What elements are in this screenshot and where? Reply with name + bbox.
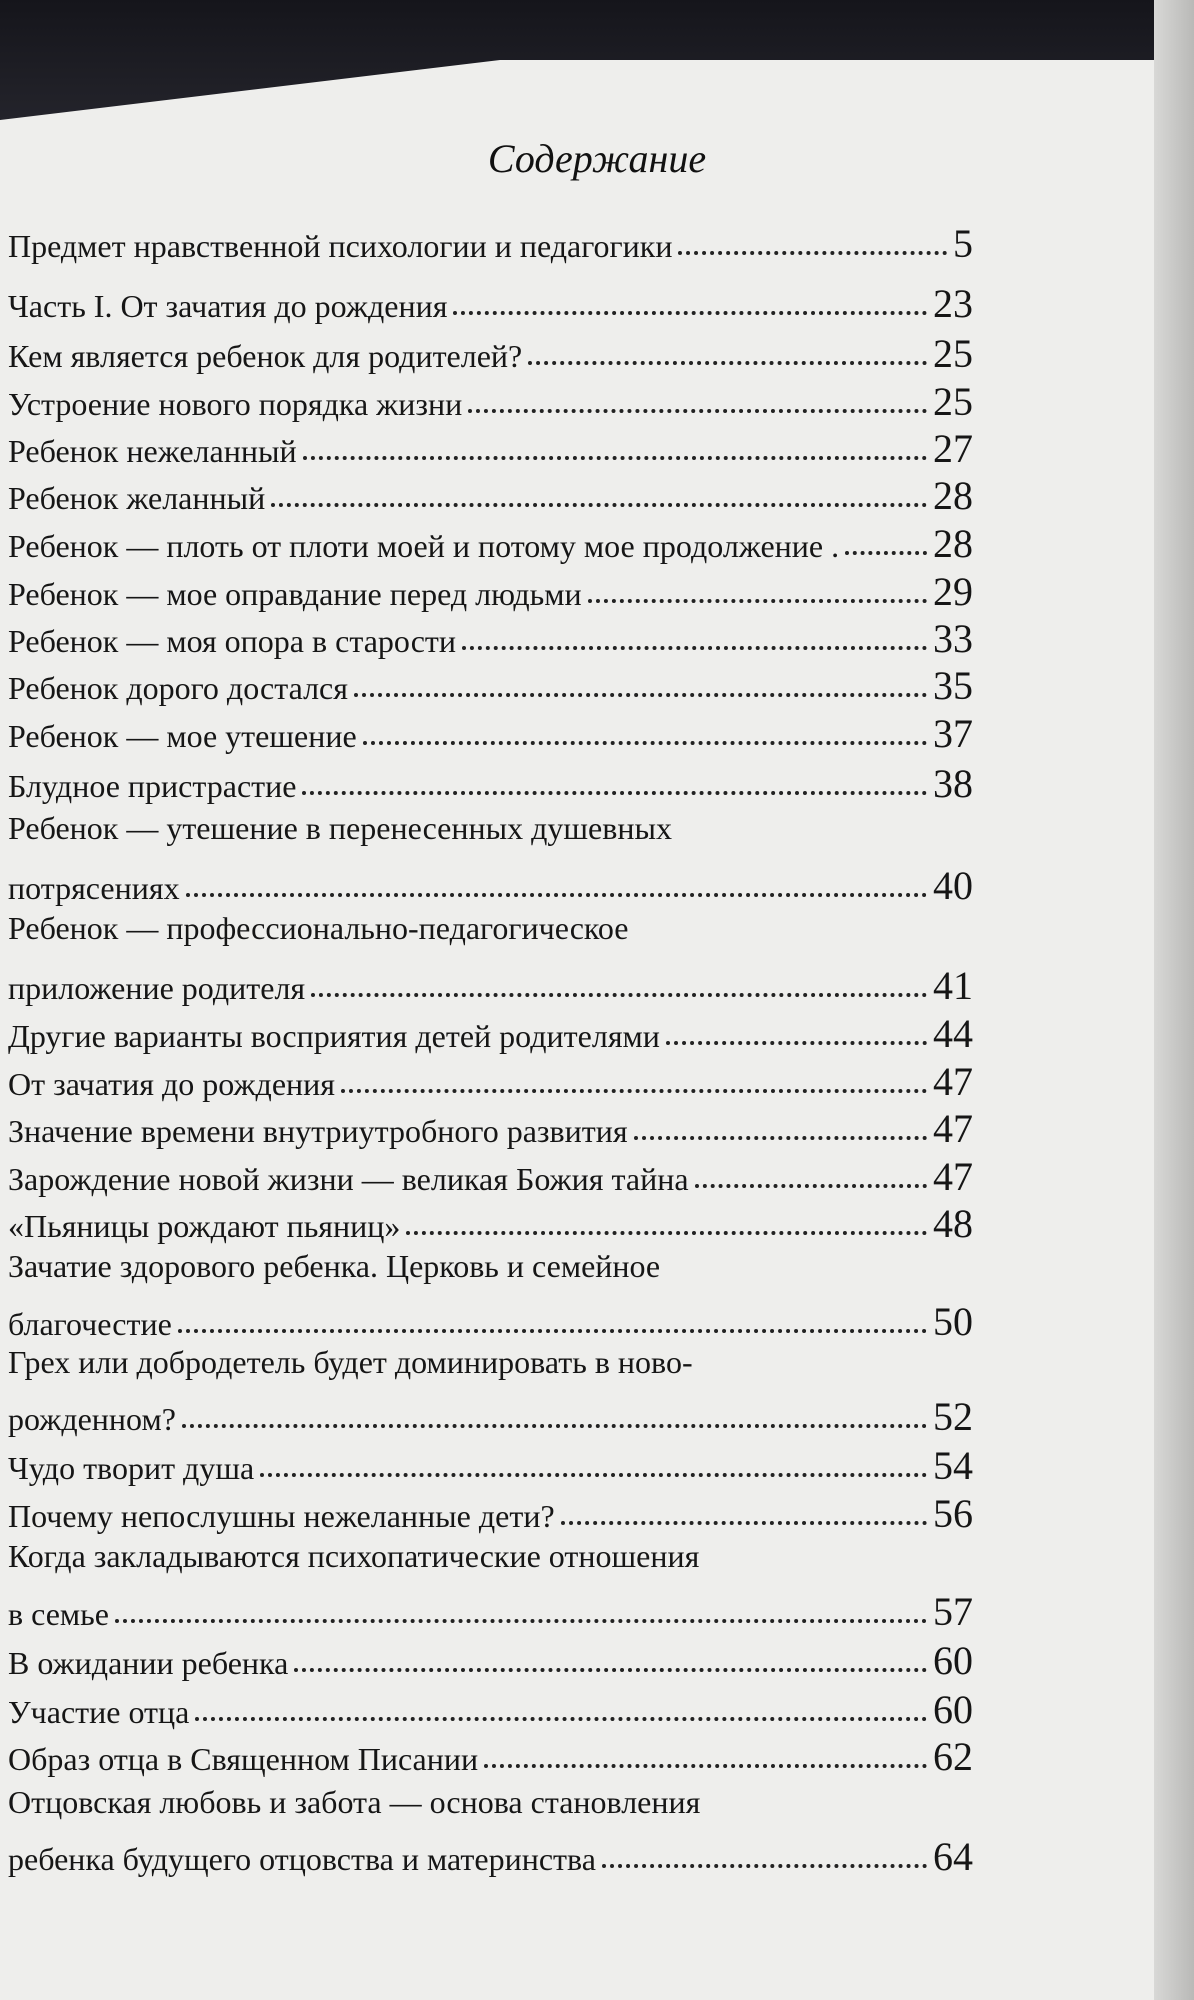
toc-entry-title: Значение времени внутриутробного развития <box>8 1113 628 1149</box>
toc-page-number: 50 <box>933 1299 973 1344</box>
toc-entry-title: Ребенок — плоть от плоти моей и потому мое продолжение . <box>8 528 840 564</box>
toc-page-number: 28 <box>933 521 973 566</box>
dot-leader <box>178 1329 927 1333</box>
toc-entry-first-line: Когда закладываются психопатические отношения <box>8 1538 700 1574</box>
dot-leader <box>260 1473 927 1477</box>
toc-page-number: 27 <box>933 426 973 471</box>
toc-entry-title: Ребенок — моя опора в старости <box>8 623 456 659</box>
toc-entry-title: Другие варианты восприятия детей родителями <box>8 1018 660 1054</box>
toc-entry-title: благочестие <box>8 1306 172 1342</box>
toc-entry[interactable] <box>8 280 973 327</box>
dot-leader <box>182 1424 927 1428</box>
toc-page-number: 48 <box>933 1201 973 1246</box>
dot-leader <box>363 741 927 745</box>
toc-page-number: 62 <box>933 1734 973 1779</box>
toc-page-number: 33 <box>933 616 973 661</box>
toc-entry[interactable] <box>8 1298 973 1345</box>
dot-leader <box>271 503 927 507</box>
toc-entry[interactable] <box>8 1833 973 1880</box>
toc-page-number: 60 <box>933 1687 973 1732</box>
toc-entry-title: Зарождение новой жизни — великая Божия тайна <box>8 1161 689 1197</box>
toc-entry-title: Часть I. От зачатия до рождения <box>8 288 448 324</box>
toc-entry-title: Участие отца <box>8 1694 190 1730</box>
toc-entry-title: В ожидании ребенка <box>8 1645 289 1681</box>
toc-page-number: 47 <box>933 1059 973 1104</box>
dot-leader <box>484 1764 927 1768</box>
dot-leader <box>602 1864 927 1868</box>
toc-page-number: 25 <box>933 331 973 376</box>
dot-leader <box>195 1717 927 1721</box>
dot-leader <box>666 1041 927 1045</box>
toc-entry[interactable] <box>8 520 973 567</box>
toc-entry[interactable] <box>8 1153 973 1200</box>
toc-entry-title: рожденном? <box>8 1401 176 1437</box>
dot-leader <box>302 791 927 795</box>
dot-leader <box>462 646 927 650</box>
toc-entry-title: потрясениях <box>8 870 180 906</box>
toc-entry[interactable] <box>8 760 973 807</box>
toc-entry-title: Ребенок — мое оправдание перед людьми <box>8 576 582 612</box>
toc-page-number: 25 <box>933 379 973 424</box>
toc-entry-first-line: Грех или добродетель будет доминировать в ново- <box>8 1344 693 1380</box>
toc-entry-title: в семье <box>8 1596 109 1632</box>
page-title: Содержание <box>487 136 707 181</box>
toc-entry[interactable] <box>8 1490 973 1537</box>
dot-leader <box>678 251 947 255</box>
toc-entry[interactable] <box>8 425 973 472</box>
toc-page-number: 54 <box>933 1443 973 1488</box>
toc-entry-first-line: Ребенок — утешение в перенесенных душевных <box>8 810 672 846</box>
toc-entry-first-line: Зачатие здорового ребенка. Церковь и семейное <box>8 1248 661 1284</box>
toc-entry-title: «Пьяницы рождают пьяниц» <box>8 1208 401 1244</box>
toc-entry-title: Образ отца в Священном Писании <box>8 1741 479 1777</box>
dot-leader <box>561 1521 927 1525</box>
dot-leader <box>294 1668 927 1672</box>
dot-leader <box>354 693 927 697</box>
toc-entry-title: От зачатия до рождения <box>8 1066 335 1102</box>
toc-entry[interactable] <box>8 1442 973 1489</box>
toc-page-number: 60 <box>933 1638 973 1683</box>
toc-entry-first-line: Отцовская любовь и забота — основа становления <box>8 1784 701 1820</box>
toc-page-number: 57 <box>933 1589 973 1634</box>
toc-entry-first-line: Ребенок — профессионально-педагогическое <box>8 910 629 946</box>
dot-leader <box>845 551 927 555</box>
dot-leader <box>186 893 927 897</box>
toc-page-number: 47 <box>933 1106 973 1151</box>
dot-leader <box>468 409 927 413</box>
toc-entry-title: ребенка будущего отцовства и материнства <box>8 1841 596 1877</box>
toc-page-number: 52 <box>933 1394 973 1439</box>
toc-entry-title: Предмет нравственной психологии и педагогики <box>8 228 673 264</box>
toc-entry[interactable] <box>8 615 973 662</box>
toc-page-number: 23 <box>933 281 973 326</box>
toc-page-number: 41 <box>933 963 973 1008</box>
toc-entry[interactable] <box>8 962 973 1009</box>
toc-entry-title: Почему непослушны нежеланные дети? <box>8 1498 555 1534</box>
toc-entry[interactable] <box>8 662 973 709</box>
dot-leader <box>528 361 927 365</box>
toc-entry-title: Ребенок дорого достался <box>8 670 348 706</box>
toc-entry[interactable] <box>8 1588 973 1635</box>
toc-entry[interactable] <box>8 1393 973 1440</box>
dot-leader <box>115 1619 927 1623</box>
toc-entry-title: Кем является ребенок для родителей? <box>8 338 523 374</box>
toc-entry[interactable] <box>8 1637 973 1684</box>
toc-entry[interactable] <box>8 330 973 377</box>
toc-page-number: 64 <box>933 1834 973 1879</box>
dot-leader <box>634 1136 927 1140</box>
toc-entry[interactable] <box>8 1686 973 1733</box>
toc-entry[interactable] <box>8 472 973 519</box>
dot-leader <box>341 1089 927 1093</box>
toc-entry-title: Блудное пристрастие <box>8 768 297 804</box>
toc-page-number: 29 <box>933 569 973 614</box>
toc-entry[interactable] <box>8 710 973 757</box>
toc-page-number: 5 <box>953 221 973 266</box>
toc-entry-title: Чудо творит душа <box>8 1450 255 1486</box>
toc-entry[interactable] <box>8 220 973 267</box>
toc-page-number: 28 <box>933 473 973 518</box>
toc-page-number: 37 <box>933 711 973 756</box>
toc-entry-title: приложение родителя <box>8 970 306 1006</box>
toc-entry[interactable] <box>8 1200 973 1247</box>
dot-leader <box>453 311 927 315</box>
toc-entry[interactable] <box>8 1010 973 1057</box>
toc-entry[interactable] <box>8 1105 973 1152</box>
toc-page-number: 35 <box>933 663 973 708</box>
toc-page-number: 38 <box>933 761 973 806</box>
dot-leader <box>695 1184 927 1188</box>
toc-entry[interactable] <box>8 862 973 909</box>
toc-entry-title: Ребенок нежеланный <box>8 433 297 469</box>
toc-entry[interactable] <box>8 378 973 425</box>
toc-page-number: 47 <box>933 1154 973 1199</box>
toc-entry[interactable] <box>8 1733 973 1780</box>
toc-entry-title: Ребенок — мое утешение <box>8 718 357 754</box>
dot-leader <box>311 993 927 997</box>
dot-leader <box>588 599 927 603</box>
toc-page-number: 44 <box>933 1011 973 1056</box>
toc-entry-title: Устроение нового порядка жизни <box>8 386 463 422</box>
dot-leader <box>303 456 927 460</box>
toc-entry[interactable] <box>8 568 973 615</box>
dot-leader <box>406 1231 927 1235</box>
toc-entry[interactable] <box>8 1058 973 1105</box>
toc-page-number: 56 <box>933 1491 973 1536</box>
toc-page-number: 40 <box>933 863 973 908</box>
toc-entry-title: Ребенок желанный <box>8 480 266 516</box>
